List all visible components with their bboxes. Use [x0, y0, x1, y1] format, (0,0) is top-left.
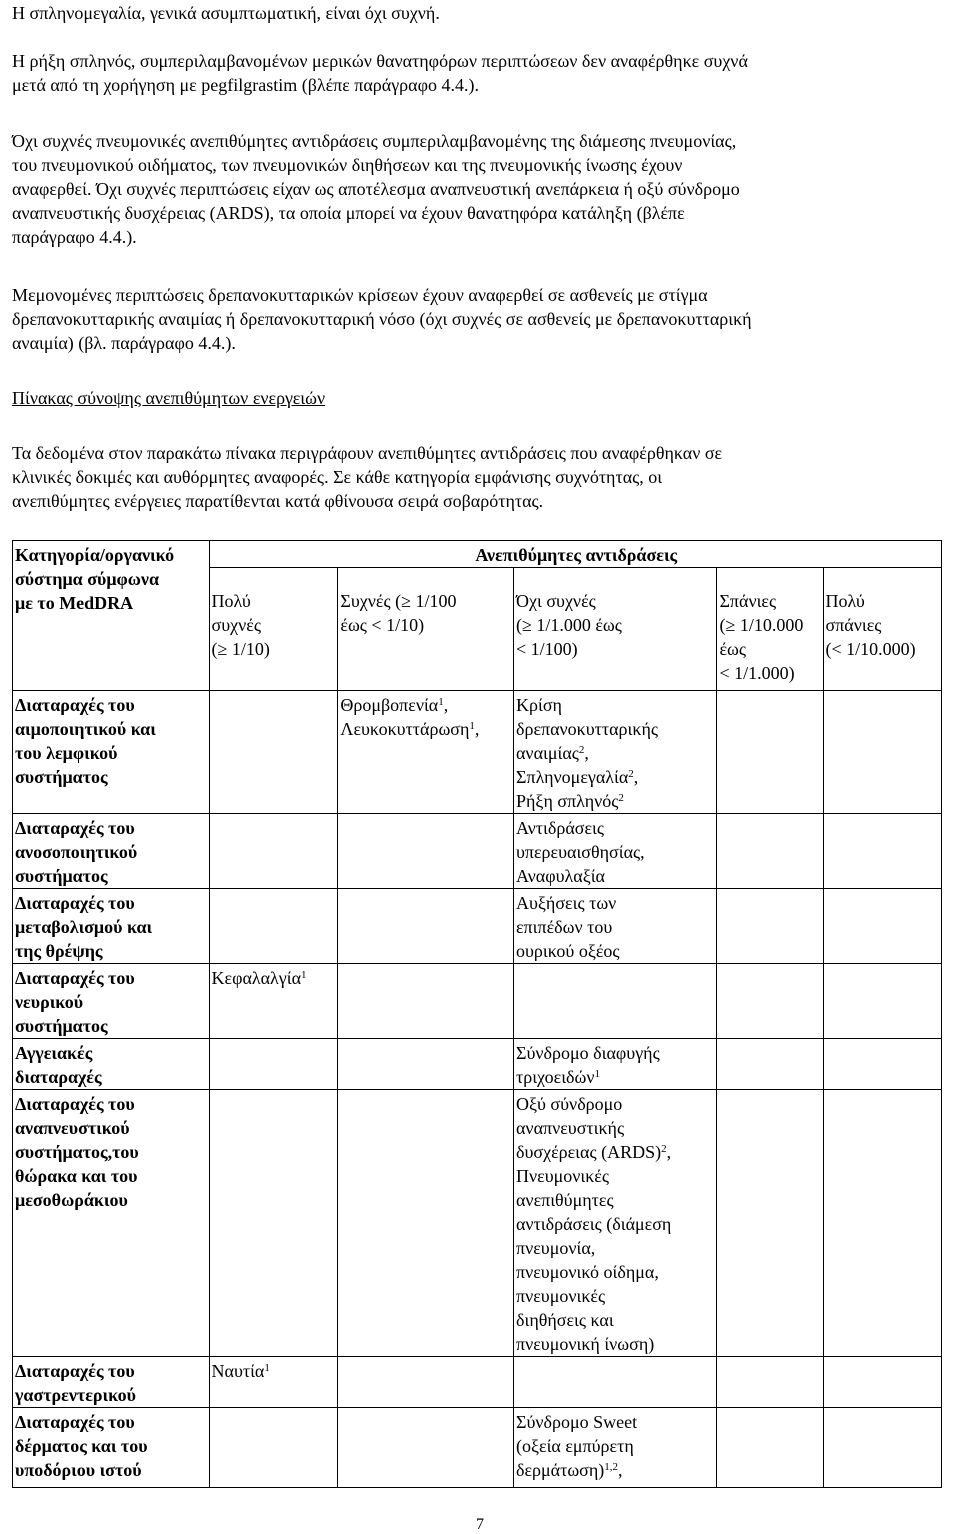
cell-very-common — [209, 814, 338, 889]
text-line: ουρικού οξέος — [516, 941, 620, 961]
text-line: μετά από τη χορήγηση με pegfilgrastim (βλέπε παράγραφο 4.4.). — [12, 75, 479, 95]
text-line: πνευμονική ίνωση) — [516, 1334, 655, 1354]
text-line: Διαταραχές του — [15, 1361, 135, 1381]
table-body — [13, 691, 942, 1488]
footnote-marker: 1 — [469, 720, 475, 732]
text-line: αναφερθεί. Όχι συχνές περιπτώσεις είχαν ως αποτέλεσμα αναπνευστική ανεπάρκεια ή οξύ σύνδρομο — [12, 179, 740, 199]
text-line: του λεμφικού — [15, 743, 118, 763]
cell-rare — [717, 964, 823, 1039]
footnote-marker: 2 — [618, 792, 624, 804]
text-line: συχνές — [211, 615, 261, 635]
cell-common — [338, 814, 514, 889]
text-line: Διαταραχές του — [15, 695, 135, 715]
paragraph-splenic-rupture — [12, 49, 748, 97]
table-row — [13, 1090, 942, 1357]
text-line: Αντιδράσεις — [516, 818, 605, 838]
footnote-marker: 1,2 — [604, 1461, 619, 1473]
text-line: (≥ 1/1.000 έως — [516, 615, 622, 635]
cell-very-rare — [823, 691, 941, 814]
text-line: Διαταραχές του — [15, 1094, 135, 1114]
cell-rare — [717, 1090, 823, 1357]
footnote-marker: 1 — [264, 1362, 270, 1374]
paragraph-sickle-cell — [12, 283, 752, 355]
text-line: αναιμία) (βλ. παράγραφο 4.4.). — [12, 333, 236, 353]
cell-very-rare — [823, 1357, 941, 1408]
text-line: αναιμίας$^2$, — [516, 743, 589, 763]
text-line: μεσοθωράκιου — [15, 1190, 128, 1210]
text-line: συστήματος,του — [15, 1142, 139, 1162]
cell-rare — [717, 889, 823, 964]
text-line: Λευκοκυττάρωση$^1$, — [340, 719, 480, 739]
text-line: ανοσοποιητικού — [15, 842, 138, 862]
cell-common — [338, 964, 514, 1039]
text-line: αναπνευστικού — [15, 1118, 130, 1138]
text-line: διαταραχές — [15, 1067, 102, 1087]
table-row — [13, 691, 942, 814]
cell-soc — [13, 1357, 210, 1408]
cell-soc — [13, 1039, 210, 1090]
header-rare — [717, 568, 823, 691]
text-line: Ναυτία$^1$ — [211, 1361, 270, 1381]
text-line: αναπνευστικής δυσχέρειας (ARDS), τα οποία μπορεί να έχουν θανατηφόρα κατάληξη (βλέπε — [12, 203, 685, 223]
cell-rare — [717, 814, 823, 889]
cell-rare — [717, 1357, 823, 1408]
text-line: Αυξήσεις των — [516, 893, 617, 913]
text-line: πνευμονικές — [516, 1286, 606, 1306]
cell-very-rare — [823, 1408, 941, 1488]
cell-very-rare — [823, 814, 941, 889]
cell-uncommon — [514, 1408, 717, 1488]
text-line: παράγραφο 4.4.). — [12, 227, 137, 247]
text-line: δρεπανοκυτταρικής — [516, 719, 658, 739]
cell-uncommon — [514, 814, 717, 889]
cell-common — [338, 691, 514, 814]
header-very-rare — [823, 568, 941, 691]
text-line: Πολύ — [825, 591, 865, 611]
cell-rare — [717, 1039, 823, 1090]
text-line: Κεφαλαλγία$^1$ — [211, 968, 307, 988]
cell-soc — [13, 1408, 210, 1488]
paragraph-splenomegaly — [12, 1, 440, 25]
text-line: έως < 1/10) — [340, 615, 425, 635]
text-line: νευρικού — [15, 992, 84, 1012]
text-line: (≥ 1/10.000 — [719, 615, 804, 635]
cell-common — [338, 1039, 514, 1090]
footnote-marker: 1 — [438, 696, 444, 708]
text-line: Η ρήξη σπληνός, συμπεριλαμβανομένων μερικών θανατηφόρων περιπτώσεων δεν αναφέρθηκε συχνά — [12, 51, 748, 71]
footnote-marker: 2 — [578, 744, 585, 756]
text-line: Πίνακας σύνοψης ανεπιθύμητων ενεργειών — [12, 388, 326, 408]
text-line: αιμοποιητικού και — [15, 719, 156, 739]
text-line: δρεπανοκυτταρικής αναιμίας ή δρεπανοκυτταρική νόσο (όχι συχνές σε ασθενείς με δρεπανοκυτταρική — [12, 309, 752, 329]
text-line: Θρομβοπενία$^1$, — [340, 695, 449, 715]
text-line: Κρίση — [516, 695, 562, 715]
text-line: του πνευμονικού οιδήματος, των πνευμονικών διηθήσεων και της πνευμονικής ίνωσης έχουν — [12, 155, 683, 175]
table-row — [13, 1357, 942, 1408]
adverse-reactions-table — [12, 540, 942, 1488]
cell-very-common — [209, 1090, 338, 1357]
cell-soc — [13, 889, 210, 964]
text-line: Κατηγορία/οργανικό — [15, 545, 175, 565]
text-line: Σύνδρομο διαφυγής — [516, 1043, 660, 1063]
cell-common — [338, 1357, 514, 1408]
text-line: γαστρεντερικού — [15, 1385, 136, 1405]
cell-uncommon — [514, 964, 717, 1039]
table-header-row — [13, 541, 942, 568]
text-line: Αναφυλαξία — [516, 866, 605, 886]
cell-soc — [13, 814, 210, 889]
text-line: πνευμονία, — [516, 1238, 596, 1258]
table-row — [13, 964, 942, 1039]
header-uncommon — [514, 568, 717, 691]
text-line: δέρματος και του — [15, 1436, 148, 1456]
text-line: ανεπιθύμητες ενέργειες παρατίθενται κατά φθίνουσα σειρά σοβαρότητας. — [12, 491, 544, 511]
text-line: συστήματος — [15, 866, 108, 886]
text-line: αναπνευστικής — [516, 1118, 625, 1138]
text-line: Σπληνομεγαλία$^2$, — [516, 767, 639, 787]
text-line: Η σπληνομεγαλία, γενικά ασυμπτωματική, είναι όχι συχνή. — [12, 3, 440, 23]
text-line: (< 1/10.000) — [825, 639, 916, 659]
text-line: έως — [719, 639, 746, 659]
text-line: διηθήσεις και — [516, 1310, 614, 1330]
text-line: κλινικές δοκιμές και αυθόρμητες αναφορές. Σε κάθε κατηγορία εμφάνισης συχνότητας, οι — [12, 467, 663, 487]
cell-very-rare — [823, 1039, 941, 1090]
text-line: τριχοειδών$^1$ — [516, 1067, 601, 1087]
text-line: μεταβολισμού και — [15, 917, 153, 937]
text-line: ανεπιθύμητες — [516, 1190, 614, 1210]
cell-very-common — [209, 1408, 338, 1488]
cell-soc — [13, 691, 210, 814]
footnote-marker: 2 — [661, 1143, 667, 1155]
text-line: Πολύ — [211, 591, 251, 611]
cell-very-rare — [823, 889, 941, 964]
footnote-marker: 2 — [628, 768, 634, 780]
header-very-common — [209, 568, 338, 691]
text-line: με το MedDRA — [15, 593, 134, 613]
text-line: συστήματος — [15, 1016, 108, 1036]
cell-common — [338, 1408, 514, 1488]
text-line: Αγγειακές — [15, 1043, 93, 1063]
cell-rare — [717, 1408, 823, 1488]
text-line: (οξεία εμπύρετη — [516, 1436, 634, 1456]
text-line: Διαταραχές του — [15, 968, 135, 988]
cell-soc — [13, 964, 210, 1039]
text-line: Όχι συχνές — [516, 591, 596, 611]
text-line: Πνευμονικές — [516, 1166, 609, 1186]
text-line: πνευμονικό οίδημα, — [516, 1262, 659, 1282]
footnote-marker: 1 — [594, 1068, 601, 1080]
header-soc — [13, 541, 210, 691]
cell-very-rare — [823, 964, 941, 1039]
text-line: Διαταραχές του — [15, 1412, 135, 1432]
cell-very-common — [209, 691, 338, 814]
text-line: Συχνές (≥ 1/100 — [340, 591, 457, 611]
table-row — [13, 814, 942, 889]
text-line: υποδόριου ιστού — [15, 1460, 142, 1480]
table-row — [13, 1039, 942, 1090]
cell-uncommon — [514, 1090, 717, 1357]
text-line: Σπάνιες — [719, 591, 777, 611]
paragraph-pulmonary-reactions — [12, 129, 740, 249]
cell-very-common — [209, 1039, 338, 1090]
cell-soc — [13, 1090, 210, 1357]
text-line: (≥ 1/10) — [211, 639, 270, 659]
text-line: Διαταραχές του — [15, 818, 135, 838]
cell-very-rare — [823, 1090, 941, 1357]
paragraph-table-intro — [12, 441, 722, 513]
cell-uncommon — [514, 889, 717, 964]
text-line: Όχι συχνές πνευμονικές ανεπιθύμητες αντιδράσεις συμπεριλαμβανομένης της διάμεσης πνευμονίας, — [12, 131, 737, 151]
footnote-marker: 1 — [301, 969, 307, 981]
text-line: Διαταραχές του — [15, 893, 135, 913]
text-line: δερμάτωση)$^{1,2}$, — [516, 1460, 623, 1480]
text-line: < 1/1.000) — [719, 663, 795, 683]
header-common — [338, 568, 514, 691]
text-line: αντιδράσεις (διάμεση — [516, 1214, 672, 1234]
cell-very-common — [209, 889, 338, 964]
cell-uncommon — [514, 1357, 717, 1408]
text-line: επιπέδων του — [516, 917, 613, 937]
cell-very-common — [209, 1357, 338, 1408]
text-line: Οξύ σύνδρομο — [516, 1094, 623, 1114]
text-line: της θρέψης — [15, 941, 103, 961]
text-line: Μεμονομένες περιπτώσεις δρεπανοκυτταρικών κρίσεων έχουν αναφερθεί σε ασθενείς με στίγμα — [12, 285, 708, 305]
text-line: θώρακα και του — [15, 1166, 138, 1186]
text-line: < 1/100) — [516, 639, 578, 659]
cell-uncommon — [514, 1039, 717, 1090]
table-row — [13, 889, 942, 964]
page-number: 7 — [476, 1516, 484, 1533]
text-line: σύστημα σύμφωνα — [15, 569, 160, 589]
cell-very-common — [209, 964, 338, 1039]
table-summary-heading — [12, 386, 325, 410]
text-line: Σύνδρομο Sweet — [516, 1412, 638, 1432]
cell-rare — [717, 691, 823, 814]
text-line: δυσχέρειας (ARDS)$^2$, — [516, 1142, 672, 1162]
table-row — [13, 1408, 942, 1488]
text-line: Ρήξη σπληνός$^2$ — [516, 791, 624, 811]
text-line: σπάνιες — [825, 615, 882, 635]
cell-common — [338, 889, 514, 964]
text-line: υπερευαισθησίας, — [516, 842, 645, 862]
text-line: Τα δεδομένα στον παρακάτω πίνακα περιγράφουν ανεπιθύμητες αντιδράσεις που αναφέρθηκαν σε — [12, 443, 723, 463]
cell-common — [338, 1090, 514, 1357]
cell-uncommon — [514, 691, 717, 814]
text-line: συστήματος — [15, 767, 108, 787]
header-adverse-reactions: Ανεπιθύμητες αντιδράσεις — [209, 541, 941, 568]
